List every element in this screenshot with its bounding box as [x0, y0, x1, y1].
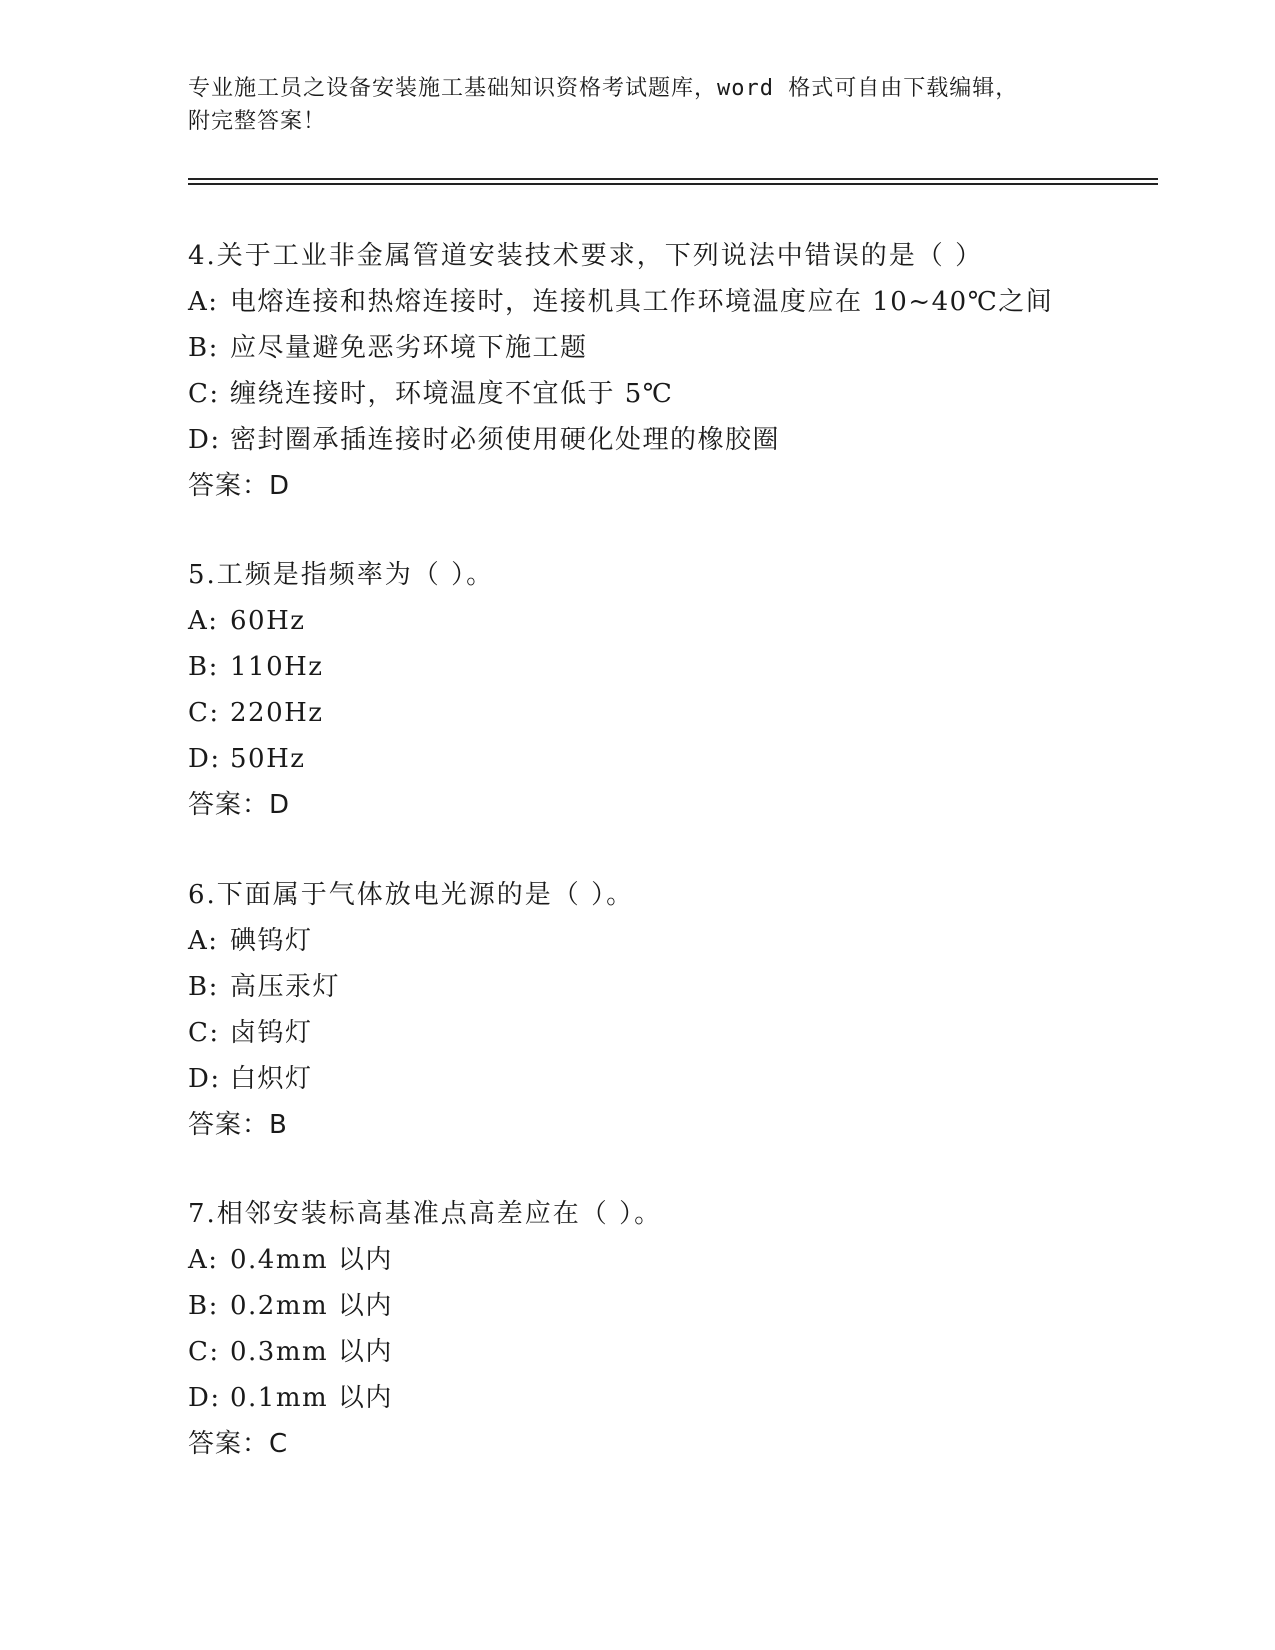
question-stem: 5.工频是指频率为（ ）。 [188, 560, 495, 590]
header-divider-top [188, 178, 1158, 180]
option-key: D: [188, 744, 221, 774]
option-text: 卤钨灯 [230, 1018, 313, 1048]
option-d [188, 1056, 1168, 1102]
option-text: 碘钨灯 [230, 926, 313, 956]
question-4 [188, 233, 1168, 509]
option-key: D: [188, 1383, 221, 1413]
option-text: 应尽量避免恶劣环境下施工题 [230, 333, 588, 363]
header-line-1: 专业施工员之设备安装施工基础知识资格考试题库，word 格式可自由下载编辑， [188, 76, 1019, 101]
option-key: C: [188, 379, 220, 409]
question-stem: 7.相邻安装标高基准点高差应在（ ）。 [188, 1199, 663, 1229]
option-b [188, 325, 1168, 371]
option-text: 0.2mm 以内 [230, 1291, 393, 1321]
option-c [188, 1329, 1168, 1375]
header-line-2: 附完整答案！ [188, 109, 327, 134]
option-d [188, 736, 1168, 782]
option-text: 0.1mm 以内 [230, 1383, 393, 1413]
option-text: 电熔连接和热熔连接时，连接机具工作环境温度应在 10~40℃之间 [230, 287, 1054, 317]
answer-line: 答案：B [188, 1110, 288, 1140]
option-text: 110Hz [230, 652, 324, 682]
option-a [188, 279, 1168, 325]
option-key: B: [188, 333, 219, 363]
option-a [188, 1237, 1168, 1283]
option-a [188, 918, 1168, 964]
answer-line: 答案：C [188, 1429, 289, 1459]
question-7 [188, 1191, 1168, 1467]
option-b [188, 1283, 1168, 1329]
option-key: A: [188, 926, 219, 956]
option-b [188, 644, 1168, 690]
option-key: B: [188, 972, 219, 1002]
option-key: B: [188, 652, 219, 682]
option-text: 220Hz [230, 698, 324, 728]
option-c [188, 371, 1168, 417]
option-c [188, 1010, 1168, 1056]
question-5 [188, 552, 1168, 828]
option-key: D: [188, 425, 221, 455]
option-text: 白炽灯 [230, 1064, 313, 1094]
option-text: 缠绕连接时，环境温度不宜低于 5℃ [230, 379, 674, 409]
question-6 [188, 872, 1168, 1148]
header-divider-bottom [188, 183, 1158, 185]
document-header [188, 72, 1088, 138]
option-key: C: [188, 1018, 220, 1048]
option-a [188, 598, 1168, 644]
option-key: C: [188, 698, 220, 728]
option-c [188, 690, 1168, 736]
option-key: A: [188, 287, 219, 317]
option-text: 高压汞灯 [230, 972, 341, 1002]
option-text: 50Hz [230, 744, 306, 774]
question-stem: 4.关于工业非金属管道安装技术要求，下列说法中错误的是（ ） [188, 241, 984, 271]
option-b [188, 964, 1168, 1010]
option-key: D: [188, 1064, 221, 1094]
option-key: B: [188, 1291, 219, 1321]
answer-line: 答案：D [188, 790, 291, 820]
option-text: 0.3mm 以内 [230, 1337, 393, 1367]
option-text: 0.4mm 以内 [230, 1245, 393, 1275]
option-d [188, 417, 1168, 463]
option-key: C: [188, 1337, 220, 1367]
option-d [188, 1375, 1168, 1421]
option-text: 密封圈承插连接时必须使用硬化处理的橡胶圈 [230, 425, 781, 455]
option-key: A: [188, 606, 219, 636]
question-stem: 6.下面属于气体放电光源的是（ ）。 [188, 880, 635, 910]
option-key: A: [188, 1245, 219, 1275]
option-text: 60Hz [230, 606, 306, 636]
answer-line: 答案：D [188, 471, 291, 501]
